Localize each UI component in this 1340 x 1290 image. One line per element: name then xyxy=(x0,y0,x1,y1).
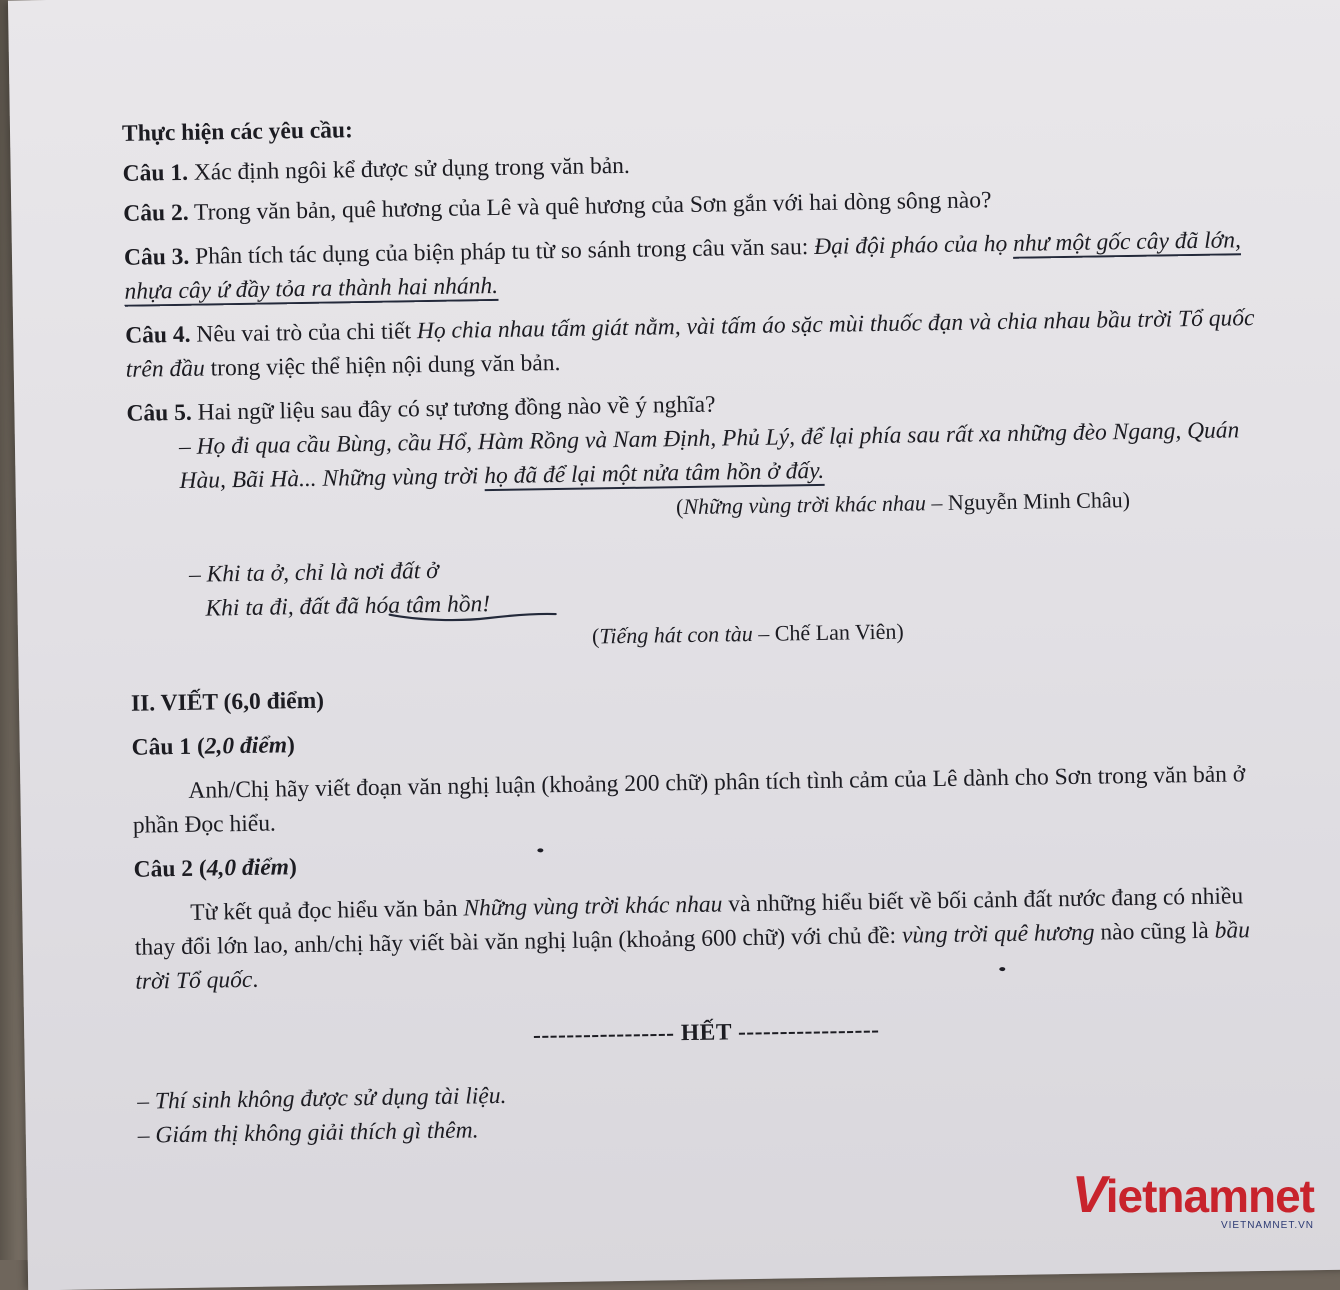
q5-source2-title: Tiếng hát con tàu xyxy=(599,620,753,649)
q5-text: Hai ngữ liệu sau đây có sự tương đồng nào về ý nghĩa? xyxy=(191,391,716,426)
q3-label: Câu 3. xyxy=(123,243,190,271)
q5-source2-author: – Chế Lan Viên) xyxy=(752,618,904,646)
section-2-heading: II. VIẾT (6,0 điểm) xyxy=(130,687,325,717)
w2-label: Câu 2 ( xyxy=(133,855,207,883)
exam-paper xyxy=(8,0,1340,1290)
question-3 xyxy=(124,223,1265,309)
q3-text: Phân tích tác dụng của biện pháp tu từ so sánh trong câu văn sau: xyxy=(189,233,815,270)
q5-excerpt-a: – Họ đi qua cầu Bùng, cầu Hổ, Hàm Rồng và Nam Định, Phủ Lý, để lại phía sau rất xa những đèo Ngang, Quán Hàu, Bãi Hà... Những vùng trời xyxy=(178,417,1240,494)
w2-theme-b: bầu trời Tổ quốc xyxy=(135,917,1251,995)
q3-quote-a: Đại đội pháo của họ xyxy=(813,230,1014,260)
w1-label: Câu 1 ( xyxy=(131,733,206,761)
q2-text: Trong văn bản, quê hương của Lê và quê hương của Sơn gắn với hai dòng sông nào? xyxy=(188,187,992,226)
q4-text-b: trong việc thể hiện nội dung văn bản. xyxy=(204,349,561,382)
writing-q1-text: Anh/Chị hãy viết đoạn văn nghị luận (khoảng 200 chữ) phân tích tình cảm của Lê dành cho Sơn trong văn bản ở phần Đọc hiểu. xyxy=(132,761,1246,839)
w2-points: 4,0 điểm xyxy=(206,854,290,882)
q5-source1-author: – Nguyễn Minh Châu) xyxy=(925,487,1131,516)
vietnamnet-domain: VIETNAMNET.VN xyxy=(1220,1220,1314,1231)
q5-excerpt-underlined: họ đã để lại một nửa tâm hồn ở đấy. xyxy=(484,457,825,490)
q4-label: Câu 4. xyxy=(125,321,191,349)
vietnamnet-logo: Vietnamnet xyxy=(1072,1166,1314,1224)
writing-q2-text: Từ kết quả đọc hiểu văn bản Những vùng trời khác nhau và những hiểu biết về bối cảnh đất nước đang có nhiều thay đổi lớn lao, anh/chị hãy viết bài văn nghị luận (khoảng 600 chữ) với chủ đề: vùng trời quê hương nào cũng là bầu trời Tổ quốc. xyxy=(134,883,1251,995)
q4-text-a: Nêu vai trò của chi tiết xyxy=(190,318,418,348)
q5-source-2: (Tiếng hát con tàu – Chế Lan Viên) xyxy=(591,618,904,649)
q3-quote-underlined: như một gốc cây đã lớn, nhựa cây ứ đầy tỏa ra thành hai nhánh. xyxy=(124,227,1242,305)
writing-q1-heading: Câu 1 (2,0 điểm) xyxy=(131,732,296,761)
q1-text: Xác định ngôi kể được sử dụng trong văn bản. xyxy=(187,152,631,186)
note-2: – Giám thị không giải thích gì thêm. xyxy=(137,1117,479,1149)
w2-theme-a: vùng trời quê hương xyxy=(901,919,1095,949)
q5-source1-title: Những vùng trời khác nhau xyxy=(683,490,927,520)
end-marker: ----------------- HẾT ----------------- xyxy=(532,1017,880,1049)
note-1: – Thí sinh không được sử dụng tài liệu. xyxy=(137,1082,507,1115)
poem-line-1: – Khi ta ở, chỉ là nơi đất ở xyxy=(188,557,439,588)
q5-label: Câu 5. xyxy=(126,399,192,427)
pen-underline-mark xyxy=(388,604,558,627)
q4-quote: Họ chia nhau tấm giát nằm, vài tấm áo sặc mùi thuốc đạn và chia nhau bầu trời Tổ quốc trên đầu xyxy=(125,305,1255,383)
q2-label: Câu 2. xyxy=(123,199,189,227)
poem-line-2: Khi ta đi, đất đã hóa tâm hồn! xyxy=(205,591,491,622)
q1-label: Câu 1. xyxy=(122,159,189,187)
q5-source-1: (Những vùng trời khác nhau – Nguyễn Minh Châu) xyxy=(675,487,1131,520)
w1-points: 2,0 điểm xyxy=(204,732,288,760)
vietnamnet-watermark xyxy=(1072,1166,1314,1232)
tasks-heading: Thực hiện các yêu cầu: xyxy=(121,117,354,147)
question-4 xyxy=(125,301,1266,387)
w2-title: Những vùng trời khác nhau xyxy=(463,891,723,922)
writing-q2-heading: Câu 2 (4,0 điểm) xyxy=(133,854,298,883)
exam-content xyxy=(122,99,1278,1153)
